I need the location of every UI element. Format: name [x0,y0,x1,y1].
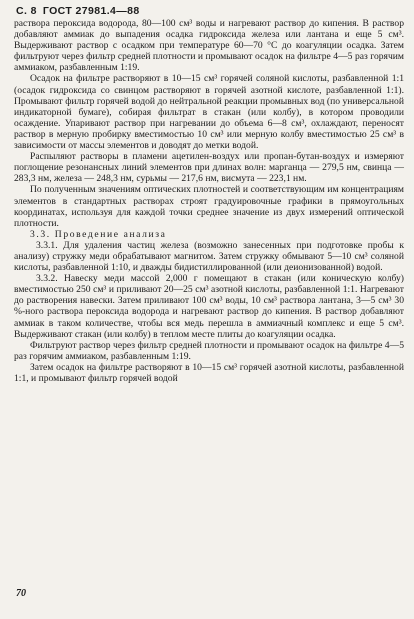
document-page [14,4,404,384]
paragraph-3-3-1: 3.3.1. Для удаления частиц железа (возможно занесенных при подготовке пробы к анализу) стружку меди обрабатывают магнитом. Затем стружку обмывают 5—10 см³ соляной кислоты, разбавленной 1:10, и дважды бидистиллированной (или деионизованной) водой. [14,239,404,274]
section-heading: 3.3. Проведение анализа [30,228,167,240]
paragraph-4: По полученным значениям оптических плотностей и соответствующим им концентрациям элементов в стандартных растворах строят градуировочные графики в прямоугольных координатах, используя для каждой точки среднее значение из двух измерений оптической плотности. [14,184,404,229]
paragraph-3-3-2: 3.3.2. Навеску меди массой 2,000 г помещают в стакан (или коническую колбу) вместимостью 250 см³ и приливают 20—25 см³ азотной кислоты, разбавленной 1:1. Нагревают до растворения навески. Затем приливают 100 см³ воды, 10 см³ раствора лантана, 3—5 см³ 30 %-ного раствора пероксида водорода и нагревают раствор до кипения. В раствор добавляют аммиак в таком количестве, чтобы вся медь перешла в аммиачный комплекс и еще 5 см³. Выдерживают стакан (или колбу) в теплом месте плиты до коагуляции осадка. [14,273,404,340]
paragraph-8: Фильтруют раствор через фильтр средней плотности и промывают осадок на фильтре 4—5 раз горячим аммиаком, разбавленным 1:19. [14,339,404,362]
standard-number: ГОСТ 27981.4—88 [42,5,140,17]
page-prefix: С. 8 [16,5,37,17]
page-number: 70 [16,588,26,599]
paragraph-9: Затем осадок на фильтре растворяют в 10—15 см³ горячей азотной кислоты, разбавленной 1:1, и промывают фильтр горячей водой [14,361,404,384]
body-text [14,18,404,384]
paragraph-2: Осадок на фильтре растворяют в 10—15 см³ горячей соляной кислоты, разбавленной 1:1 (осадок гидроксида со свинцом растворяют в горячей азотной кислоте, разбавленной 1:1). Промывают фильтр горячей водой до нейтральной реакции промывных вод (по универсальной индикаторной бумаге), собирая фильтрат в стакан (или колбу), в котором проводили осаждение. Упаривают раствор при нагревании до объема 6—8 см³, охлаждают, переносят раствор в мерную пробирку вместимостью 10 см³ или мерную колбу вместимостью 25 см³ в зависимости от массы элементов и доводят до метки водой. [14,73,404,152]
paragraph-3: Распыляют растворы в пламени ацетилен-воздух или пропан-бутан-воздух и измеряют поглощение резонансных линий элементов при длинах волн: марганца — 279,5 нм, свинца — 283,3 нм, железа — 248,3 нм, сурьмы — 217,6 нм, висмута — 223,1 нм. [14,151,404,185]
page-header [16,4,404,18]
paragraph-1: раствора пероксида водорода, 80—100 см³ воды и нагревают раствор до кипения. В раствор добавляют аммиак до выпадения осадка гидроксида железа или лантана и еще 5 см³. Выдерживают раствор с осадком при температуре 60—70 °С до коагуляции осадка. Затем фильтруют через фильтр средней плотности и промывают осадок на фильтре 4—5 раз горячим аммиаком, разбавленным 1:19. [14,18,404,74]
